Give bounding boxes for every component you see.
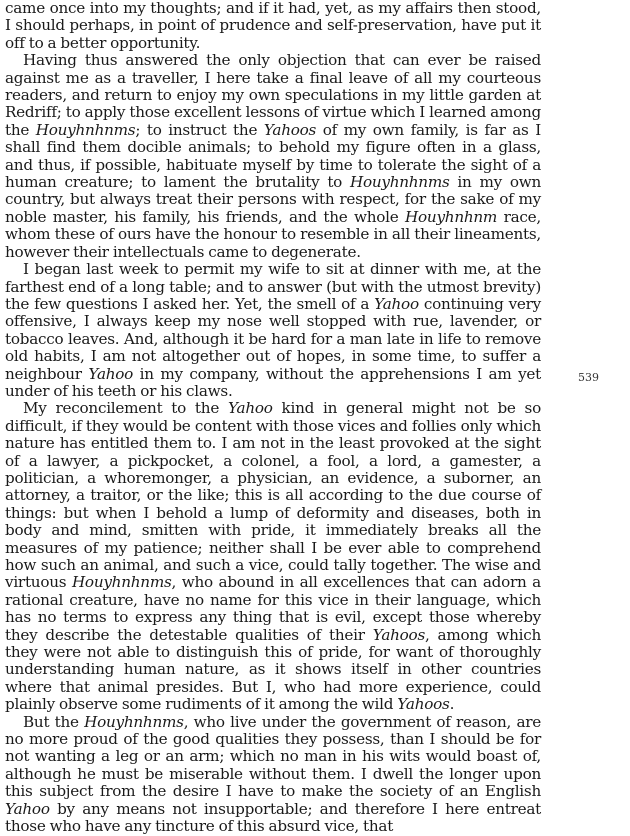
document-page — [5, 0, 542, 836]
italic-term: Yahoos — [372, 625, 425, 644]
italic-term: Houyhnhnms — [35, 120, 136, 139]
text-run: by any means not insupportable; and therefore I here entreat those who have any tincture of this absurd vice, that — [5, 799, 541, 836]
italic-term: Houyhnhnms — [349, 173, 450, 192]
italic-term: Houyhnhnm — [405, 207, 498, 226]
paragraph-3 — [5, 261, 541, 400]
text-run: kind in general might not be so difficult, if they would be content with those vices and follies only which nature has entitled them to. I am not in the least provoked at the sight of a lawyer, a pickpocket, a colonel, a fool, a lord, a gamester, a politician, a whoremonger, a physician, an evidence, a suborner, an attorney, a traitor, or the like; this is all according to the due course of things: but when I behold a lump of deformity and diseases, both in body and mind, smitten with pride, it immediately breaks all the measures of my patience; neither shall I be ever able to comprehend how such an animal, and such a vice, could tally together. The wise and virtuous — [5, 399, 541, 592]
paragraph-5 — [5, 714, 541, 836]
paragraph-2 — [5, 52, 541, 261]
italic-term: Yahoos — [397, 695, 450, 714]
text-run: , who abound in all excellences that can adorn a rational creature, have no name for this vice in their language, which has no terms to express any thing that is evil, except those whereby they describe the detestable qualities of their — [5, 573, 541, 644]
text-run: . — [449, 695, 455, 714]
text-run: , who live under the government of reason, are no more proud of the good qualities they possess, than I should be for not wanting a leg or an arm; which no man in his wits would boast of, although he must be miserable without them. I dwell the longer upon this subject from the desire I have to make the society of an English — [5, 712, 542, 801]
italic-term: Yahoo — [374, 294, 419, 313]
text-run: Having thus answered the only objection that can ever be raised against me as a traveller, I here take a final leave of all my courteous readers, and return to enjoy my own speculations in my little garden at Redriff; to apply those excellent lessons of virtue which I learned among the — [5, 51, 541, 139]
page-number: 539 — [578, 371, 599, 384]
italic-term: Yahoos — [263, 120, 317, 139]
text-run: continuing very offensive, I always keep my nose well stopped with rue, lavender, or tobacco leaves. And, although it be hard for a man late in life to remove old habits, I am not altogether out of hopes, in some time, to suffer a neighbour — [5, 294, 541, 383]
text-run: , among which they were not able to distinguish this of pride, for want of thoroughly understanding human nature, as it shows itself in other countries where that animal presides. But I, who had more experience, could plainly observe some rudiments of it among the wild — [5, 625, 542, 714]
italic-term: Houyhnhnms — [71, 573, 172, 592]
paragraph-1 — [5, 0, 541, 52]
text-run: in my own country, but always treat their persons with respect, for the sake of my noble master, his family, his friends, and the whole — [5, 173, 541, 226]
italic-term: Yahoo — [5, 799, 50, 818]
text-run: in my company, without the apprehensions I am yet under of his teeth or his claws. — [5, 364, 541, 400]
text-run: of my own family, is far as I shall find them docible animals; to behold my figure often in a glass, and thus, if possible, habituate myself by time to tolerate the sight of a human creature; to lament the brutality to — [5, 120, 541, 192]
text-run: My reconcilement to the — [23, 399, 228, 418]
text-run: race, whom these of ours have the honour to resemble in all their lineaments, however their intellectuals came to degenerate. — [5, 207, 541, 261]
text-run: But the — [23, 712, 85, 731]
paragraph-4 — [5, 400, 541, 713]
italic-term: Yahoo — [227, 399, 273, 418]
text-run: I began last week to permit my wife to sit at dinner with me, at the farthest end of a long table; and to answer (but with the utmost brevity) the few questions I asked her. Yet, the smell of a — [5, 260, 541, 313]
italic-term: Yahoo — [88, 364, 134, 383]
italic-term: Houyhnhnms — [84, 712, 184, 731]
text-run: came once into my thoughts; and if it had, yet, as my affairs then stood, I should perhaps, in point of prudence and self-preservation, have put it off to a better opportunity. — [5, 0, 541, 52]
text-run: ; to instruct the — [135, 120, 264, 139]
